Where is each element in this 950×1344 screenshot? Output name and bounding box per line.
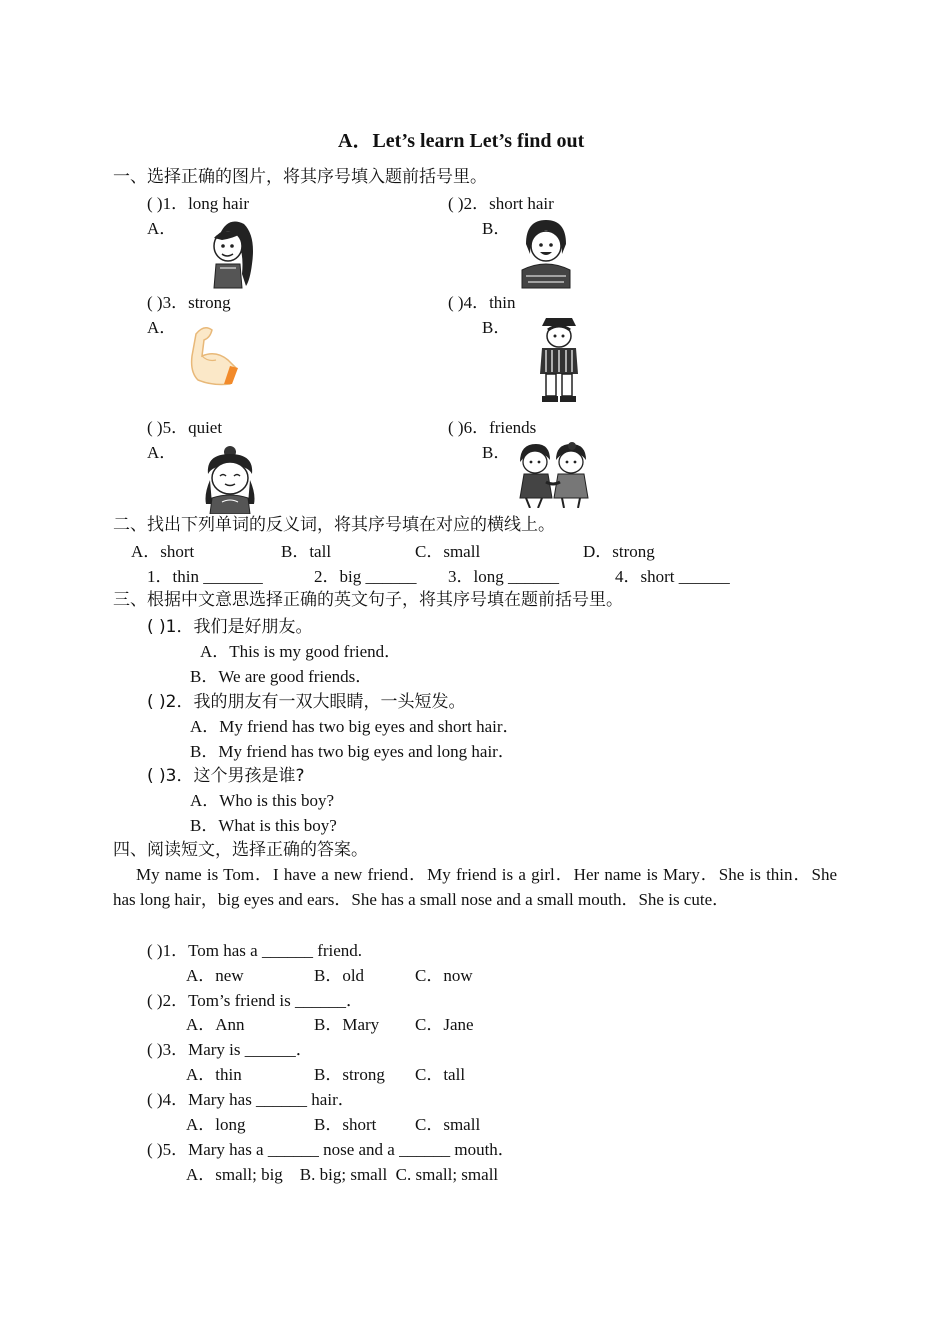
- question-1-1-option: A．: [147, 219, 177, 238]
- page-title: A．Let’s learn Let’s find out: [338, 130, 585, 152]
- antonym-option-a: A．short: [131, 542, 195, 561]
- question-1-6-option: B．: [482, 443, 511, 462]
- translation-question-1: [147, 618, 312, 636]
- antonym-question-4: 4．short ______: [615, 567, 730, 586]
- reading-question-5-options: A．small; big B. big; small C. small; small: [186, 1165, 499, 1184]
- question-1-6: ( )6．friends: [448, 418, 537, 437]
- section-1-heading: 一、选择正确的图片，将其序号填入题前括号里。: [113, 167, 487, 187]
- section-2-heading: 二、找出下列单词的反义词，将其序号填在对应的横线上。: [113, 515, 555, 535]
- reading-question-4-option-b: B．short: [314, 1115, 377, 1134]
- translation-question-1-text: ( )1．我们是好朋友。: [147, 617, 313, 637]
- translation-question-3-option-a: A．Who is this boy?: [190, 791, 335, 810]
- reading-question-4: ( )4．Mary has ______ hair．: [147, 1090, 355, 1109]
- question-1-5: ( )5．quiet: [147, 418, 223, 437]
- reading-question-3-option-a: A．thin: [186, 1065, 242, 1084]
- antonym-option-d: D．strong: [583, 542, 655, 561]
- translation-question-1-option-b: B．We are good friends．: [190, 667, 373, 686]
- translation-question-3: [147, 767, 305, 785]
- translation-question-2-option-b: B．My friend has two big eyes and long hair．: [190, 742, 515, 761]
- reading-question-2-option-a: A．Ann: [186, 1015, 245, 1034]
- translation-question-2: [147, 693, 465, 711]
- question-1-3: ( )3．strong: [147, 293, 231, 312]
- antonym-option-b: B．tall: [281, 542, 332, 561]
- translation-question-2-text: ( )2．我的朋友有一双大眼睛，一头短发。: [147, 692, 466, 712]
- reading-passage: My name is Tom．I have a new friend．My friend is a girl．Her name is Mary．She is thin．She has long hair，big eyes and ears．She has a small nose and a small mouth．She is cute．: [113, 865, 837, 909]
- question-1-3-option: A．: [147, 318, 177, 337]
- friends-image: [516, 440, 590, 508]
- reading-question-1-option-c: C．now: [415, 966, 473, 985]
- reading-question-5: ( )5．Mary has a ______ nose and a ______ mouth．: [147, 1140, 515, 1159]
- question-1-4: ( )4．thin: [448, 293, 516, 312]
- question-1-5-option: A．: [147, 443, 177, 462]
- reading-question-3-option-c: C．tall: [415, 1065, 466, 1084]
- antonym-question-1: 1．thin _______: [147, 567, 263, 586]
- antonym-question-3: 3．long ______: [448, 567, 559, 586]
- section-4-heading: 四、阅读短文，选择正确的答案。: [113, 840, 368, 860]
- reading-question-2-option-c: C．Jane: [415, 1015, 474, 1034]
- reading-question-4-option-a: A．long: [186, 1115, 246, 1134]
- antonym-question-2: 2．big ______: [314, 567, 417, 586]
- quiet-girl-image: [198, 444, 262, 514]
- thin-boy-image: [532, 312, 586, 404]
- reading-question-3: ( )3．Mary is ______．: [147, 1040, 313, 1059]
- question-1-2: ( )2．short hair: [448, 194, 554, 213]
- reading-question-2: ( )2．Tom’s friend is ______．: [147, 991, 364, 1010]
- long-hair-girl-image: [198, 214, 260, 290]
- translation-question-3-text: ( )3．这个男孩是谁?: [147, 766, 305, 786]
- antonym-option-c: C．small: [415, 542, 481, 561]
- strong-arm-image: [186, 322, 242, 388]
- reading-question-1-option-a: A．new: [186, 966, 244, 985]
- reading-question-1: ( )1．Tom has a ______ friend.: [147, 941, 363, 960]
- translation-question-3-option-b: B．What is this boy?: [190, 816, 337, 835]
- reading-question-3-option-b: B．strong: [314, 1065, 385, 1084]
- reading-question-2-option-b: B．Mary: [314, 1015, 380, 1034]
- section-3-heading: 三、根据中文意思选择正确的英文句子，将其序号填在题前括号里。: [113, 590, 623, 610]
- reading-question-1-option-b: B．old: [314, 966, 365, 985]
- translation-question-1-option-a: A．This is my good friend．: [200, 642, 402, 661]
- translation-question-2-option-a: A．My friend has two big eyes and short hair．: [190, 717, 520, 736]
- question-1-4-option: B．: [482, 318, 511, 337]
- question-1-1: ( )1．long hair: [147, 194, 249, 213]
- reading-question-4-option-c: C．small: [415, 1115, 481, 1134]
- question-1-2-option: B．: [482, 219, 511, 238]
- short-hair-girl-image: [514, 214, 576, 290]
